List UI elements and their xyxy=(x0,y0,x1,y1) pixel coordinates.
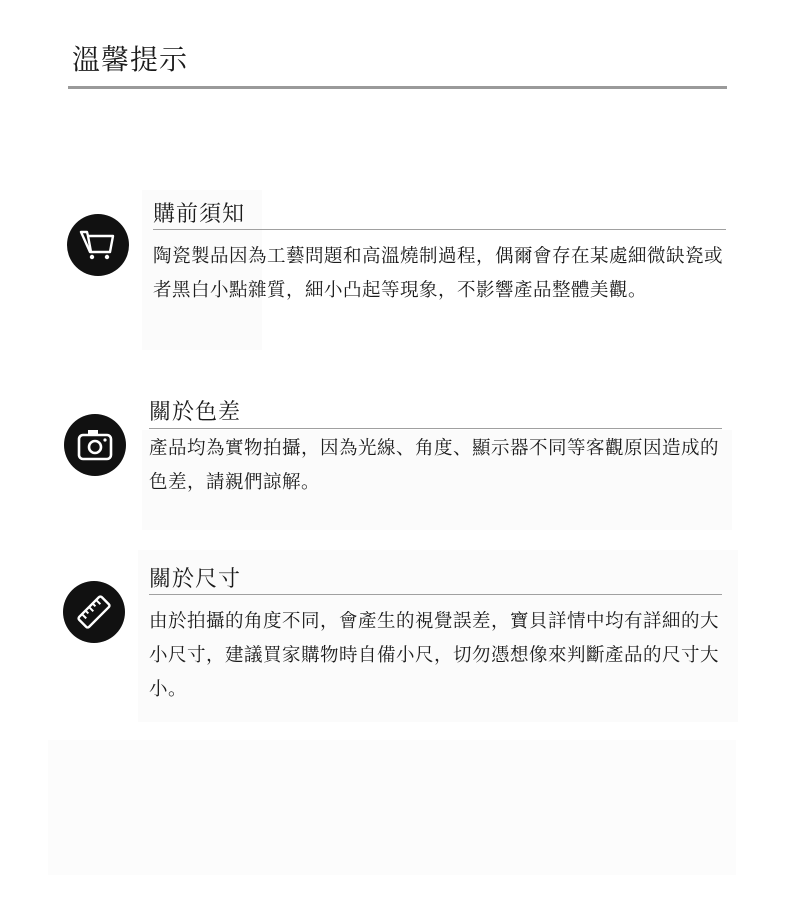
section-divider xyxy=(153,229,726,230)
shopping-cart-icon xyxy=(67,214,129,276)
section-title: 購前須知 xyxy=(153,202,246,227)
section-title: 關於尺寸 xyxy=(149,567,242,592)
title-divider xyxy=(68,86,727,89)
section-title: 關於色差 xyxy=(149,400,242,425)
section-body: 陶瓷製品因為工藝問題和高溫燒制過程，偶爾會存在某處細微缺瓷或者黑白小點雜質，細小凸起等現象，不影響產品整體美觀。 xyxy=(153,246,724,301)
camera-icon xyxy=(64,414,126,476)
section-body: 產品均為實物拍攝，因為光線、角度、顯示器不同等客觀原因造成的色差，請親們諒解。 xyxy=(149,438,720,493)
ruler-icon xyxy=(63,581,125,643)
section-body: 由於拍攝的角度不同，會產生的視覺誤差，寶貝詳情中均有詳細的大小尺寸，建議買家購物時自備小尺，切勿憑想像來判斷產品的尺寸大小。 xyxy=(149,611,720,700)
section-divider xyxy=(149,428,722,429)
empty-footer-area xyxy=(48,740,736,875)
section-divider xyxy=(149,594,722,595)
page-title: 溫馨提示 xyxy=(72,43,189,76)
